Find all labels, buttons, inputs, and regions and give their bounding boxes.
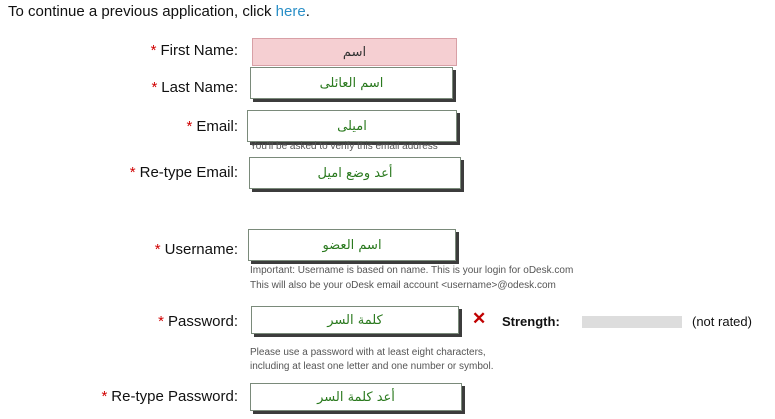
- first-name-input[interactable]: اسم: [252, 38, 457, 66]
- username-hint-line2: This will also be your oDesk email account <username>@odesk.com: [250, 280, 556, 291]
- strength-value: (not rated): [692, 314, 752, 329]
- required-mark: *: [101, 388, 108, 405]
- strength-label: Strength:: [502, 314, 560, 329]
- required-mark: *: [186, 118, 193, 135]
- password-label: * Password:: [158, 313, 238, 330]
- retype-password-label: * Re-type Password:: [101, 388, 238, 405]
- last-name-label: * Last Name:: [151, 79, 238, 96]
- username-label: * Username:: [154, 241, 238, 258]
- password-input[interactable]: كلمة السر: [251, 306, 459, 334]
- password-hint-line2: including at least one letter and one number or symbol.: [250, 361, 494, 372]
- required-mark: *: [150, 42, 157, 59]
- retype-email-label: * Re-type Email:: [129, 164, 238, 181]
- retype-password-input[interactable]: أعد كلمة السر: [250, 383, 462, 411]
- email-label: * Email:: [186, 118, 238, 135]
- last-name-input[interactable]: اسم العائلى: [250, 67, 453, 99]
- email-hint: You'll be asked to verify this email address: [250, 141, 438, 152]
- username-input[interactable]: اسم العضو: [248, 229, 456, 261]
- required-mark: *: [129, 164, 136, 181]
- required-mark: *: [151, 79, 158, 96]
- strength-meter: [582, 316, 682, 328]
- intro-suffix: .: [305, 3, 310, 20]
- username-hint-line1: Important: Username is based on name. This is your login for oDesk.com: [250, 265, 574, 276]
- required-mark: *: [158, 313, 164, 330]
- password-hint-line1: Please use a password with at least eight characters,: [250, 347, 486, 358]
- intro-label: To continue a previous application, click: [8, 3, 276, 20]
- password-invalid-icon: ✕: [472, 309, 487, 328]
- retype-email-input[interactable]: أعد وضع اميل: [249, 157, 461, 189]
- required-mark: *: [154, 241, 161, 258]
- first-name-label: * First Name:: [150, 42, 238, 59]
- email-input[interactable]: اميلى: [247, 110, 457, 142]
- intro-text: [8, 3, 310, 20]
- continue-application-link[interactable]: here: [275, 3, 306, 20]
